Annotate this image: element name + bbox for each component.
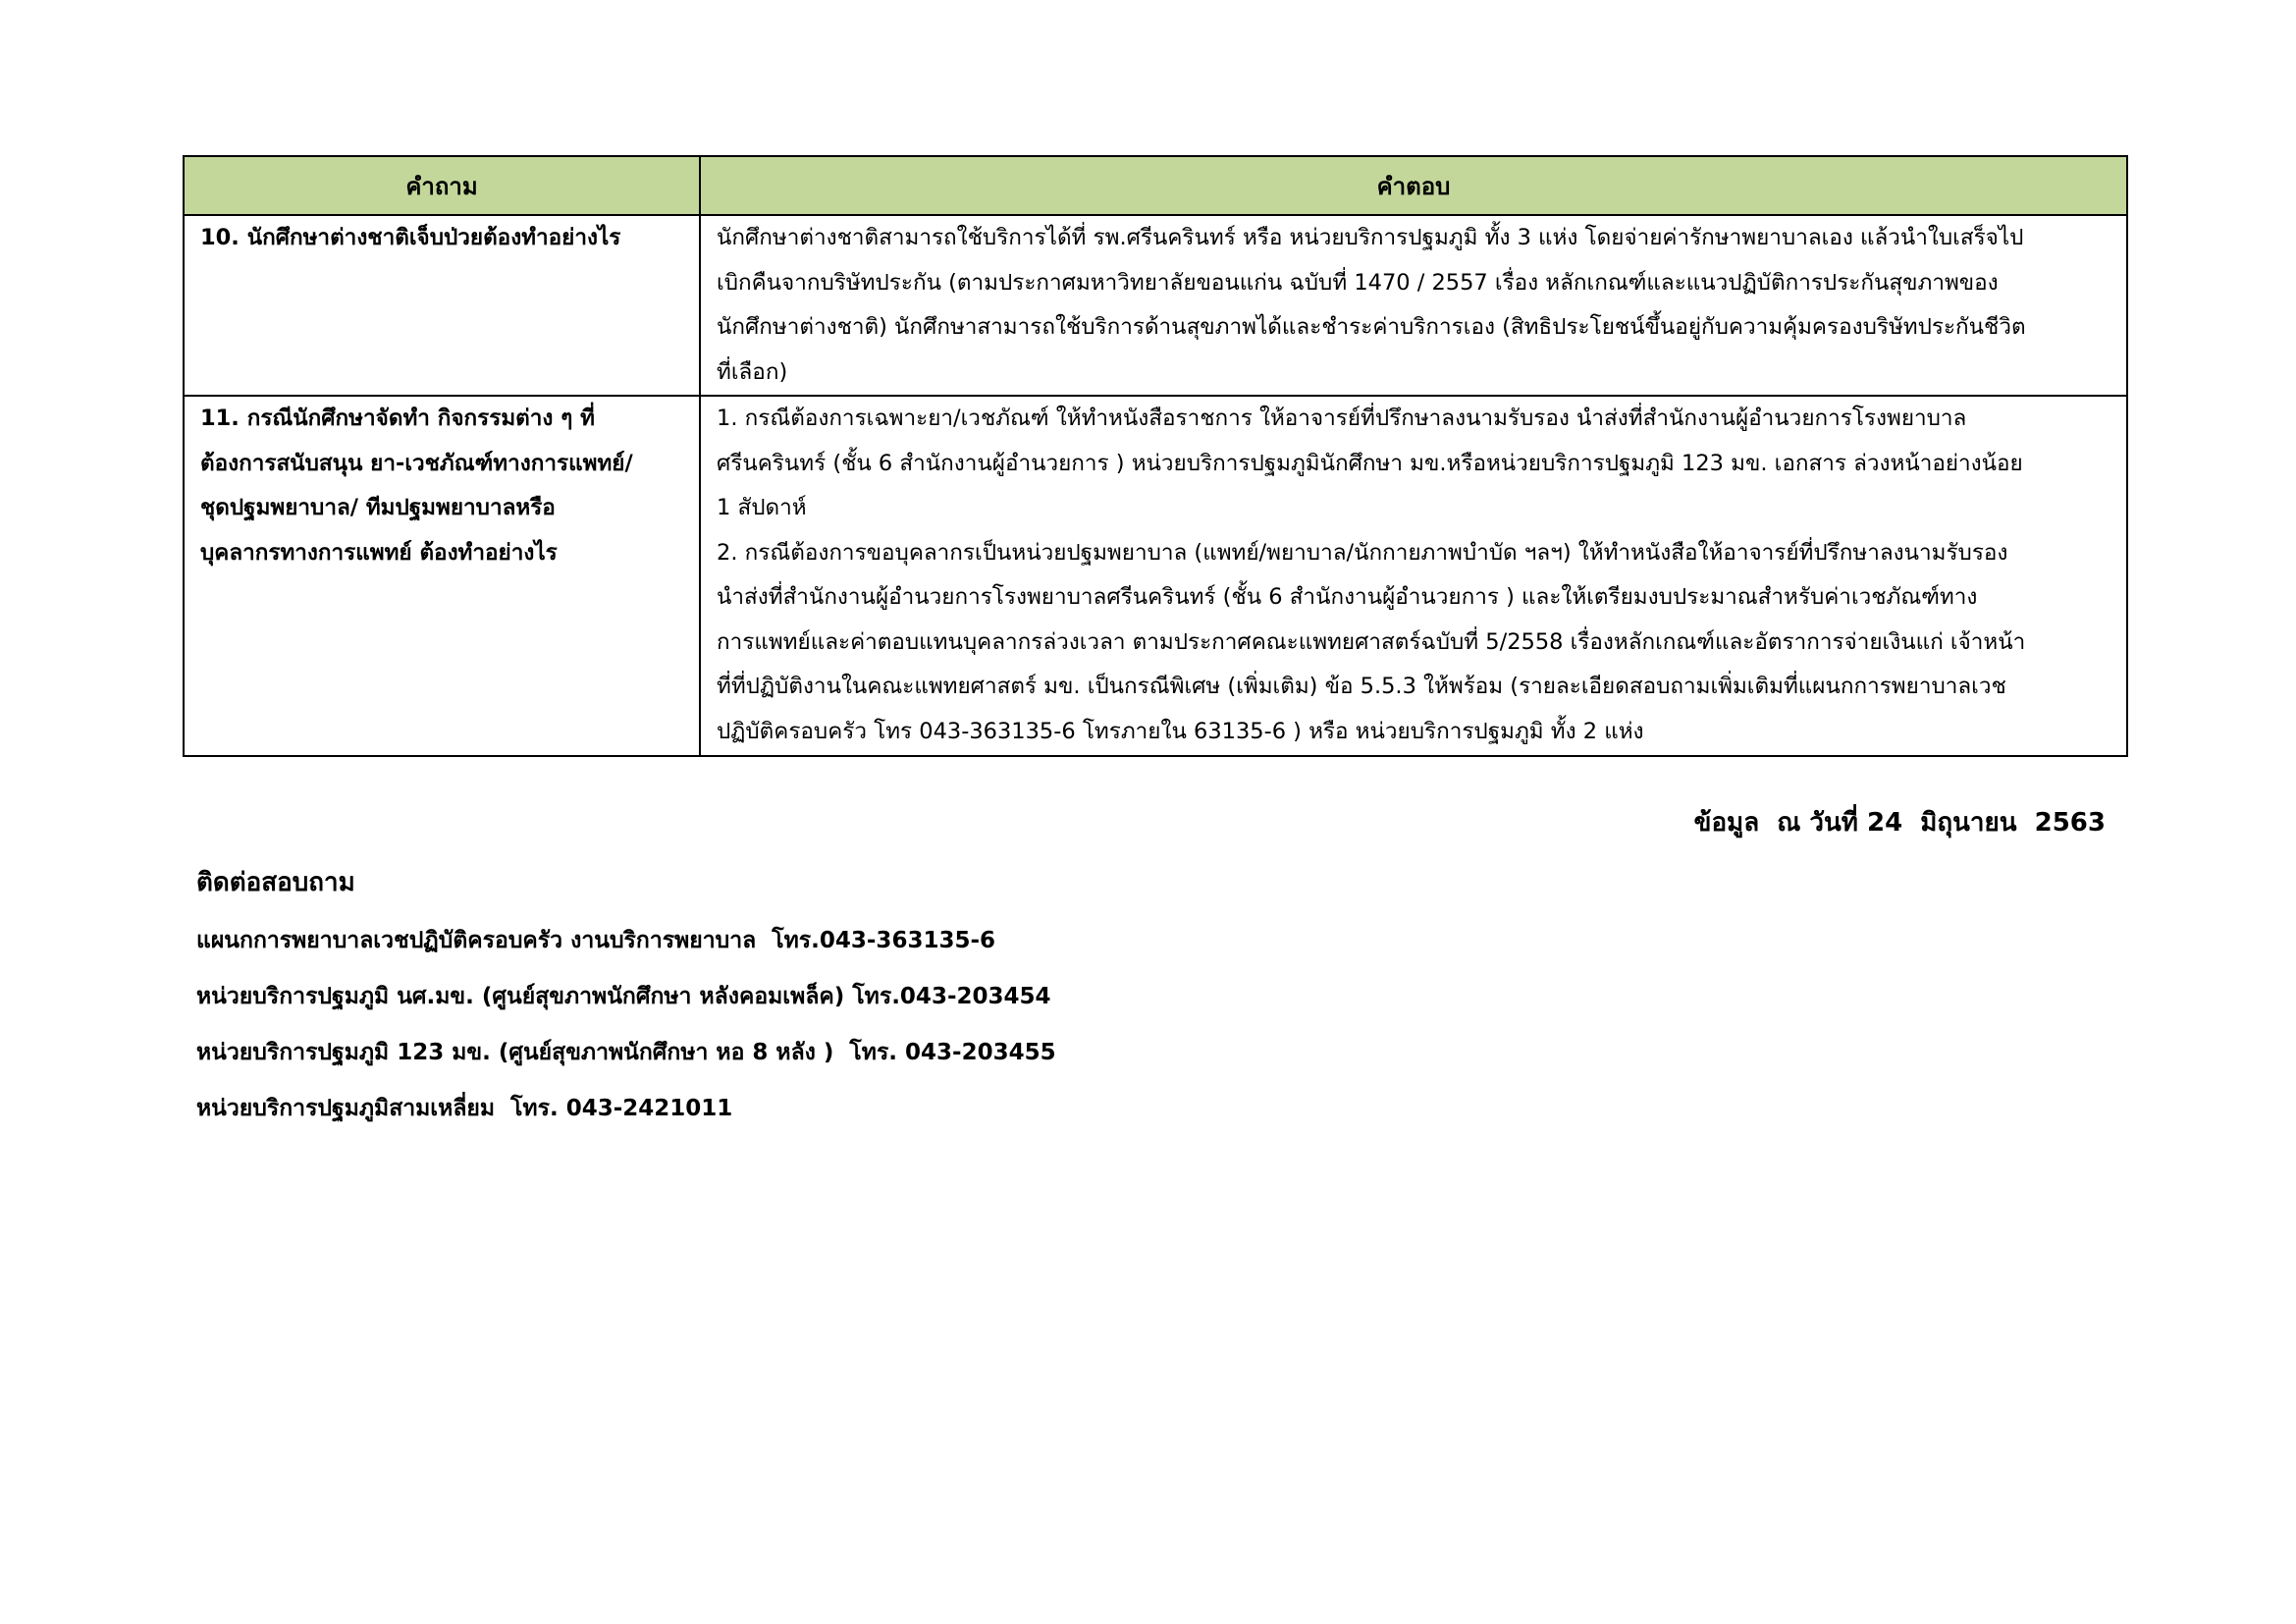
answer-line: 1 สัปดาห์ (717, 495, 807, 520)
answer-cell (700, 396, 2127, 756)
question-line: ชุดปฐมพยาบาล/ ทีมปฐมพยาบาลหรือ (200, 495, 556, 520)
answer-cell (700, 215, 2127, 396)
contact-title: ติดต่อสอบถาม (196, 868, 355, 897)
question-line: 10. นักศึกษาต่างชาติเจ็บป่วยต้องทำอย่างไร (200, 225, 621, 250)
header-question: คำถาม (184, 156, 700, 215)
answer-line: เบิกคืนจากบริษัทประกัน (ตามประกาศมหาวิทยาลัยขอนแก่น ฉบับที่ 1470 / 2557 เรื่อง หลักเกณฑ์และแนวปฏิบัติการประกันสุขภาพของ (717, 269, 1999, 296)
header-answer: คำตอบ (700, 156, 2127, 215)
data-as-of-date: ข้อมูล ณ วันที่ 24 มิถุนายน 2563 (1693, 808, 2106, 838)
contact-line: หน่วยบริการปฐมภูมิ นศ.มข. (ศูนย์สุขภาพนักศึกษา หลังคอมเพล็ค) โทร.043-203454 (196, 984, 1051, 1009)
answer-line: 1. กรณีต้องการเฉพาะยา/เวชภัณฑ์ ให้ทำหนังสือราชการ ให้อาจารย์ที่ปรึกษาลงนามรับรอง นำส่งที่สำนักงานผู้อำนวยการโรงพยาบาล (717, 406, 1967, 431)
question-line: บุคลากรทางการแพทย์ ต้องทำอย่างไร (200, 539, 558, 566)
table-row (184, 396, 2127, 756)
answer-line: ศรีนครินทร์ (ชั้น 6 สำนักงานผู้อำนวยการ ) หน่วยบริการปฐมภูมินักศึกษา มข.หรือหน่วยบริการปฐมภูมิ 123 มข. เอกสาร ล่วงหน้าอย่างน้อย (717, 450, 2023, 476)
contact-line: หน่วยบริการปฐมภูมิ 123 มข. (ศูนย์สุขภาพนักศึกษา หอ 8 หลัง ) โทร. 043-203455 (196, 1040, 1056, 1065)
answer-line: นักศึกษาต่างชาติสามารถใช้บริการได้ที่ รพ.ศรีนครินทร์ หรือ หน่วยบริการปฐมภูมิ ทั้ง 3 แห่ง โดยจ่ายค่ารักษาพยาบาลเอง แล้วนำใบเสร็จไป (717, 225, 2024, 250)
question-cell (184, 215, 700, 396)
answer-line: 2. กรณีต้องการขอบุคลากรเป็นหน่วยปฐมพยาบาล (แพทย์/พยาบาล/นักกายภาพบำบัด ฯลฯ) ให้ทำหนังสือให้อาจารย์ที่ปรึกษาลงนามรับรอง (717, 539, 2008, 566)
table-row (184, 215, 2127, 396)
answer-line: การแพทย์และค่าตอบแทนบุคลากรล่วงเวลา ตามประกาศคณะแพทยศาสตร์ฉบับที่ 5/2558 เรื่องหลักเกณฑ์และอัตราการจ่ายเงินแก่ เจ้าหน้า (717, 628, 2026, 655)
contact-line: แผนกการพยาบาลเวชปฏิบัติครอบครัว งานบริการพยาบาล โทร.043-363135-6 (196, 928, 996, 953)
contact-line: หน่วยบริการปฐมภูมิสามเหลี่ยม โทร. 043-2421011 (196, 1096, 733, 1121)
answer-line: นักศึกษาต่างชาติ) นักศึกษาสามารถใช้บริการด้านสุขภาพได้และชำระค่าบริการเอง (สิทธิประโยชน์ขึ้นอยู่กับความคุ้มครองบริษัทประกันชีวิต (717, 314, 2026, 340)
answer-line: ที่เลือก) (717, 358, 788, 385)
contact-section (196, 858, 1056, 1137)
answer-line: นำส่งที่สำนักงานผู้อำนวยการโรงพยาบาลศรีนครินทร์ (ชั้น 6 สำนักงานผู้อำนวยการ ) และให้เตรียมงบประมาณสำหรับค่าเวชภัณฑ์ทาง (717, 584, 1978, 610)
question-line: ต้องการสนับสนุน ยา-เวชภัณฑ์ทางการแพทย์/ (200, 450, 633, 476)
answer-line: ปฏิบัติครอบครัว โทร 043-363135-6 โทรภายใน 63135-6 ) หรือ หน่วยบริการปฐมภูมิ ทั้ง 2 แห่ง (717, 718, 1644, 744)
answer-line: ที่ที่ปฏิบัติงานในคณะแพทยศาสตร์ มข. เป็นกรณีพิเศษ (เพิ่มเติม) ข้อ 5.5.3 ให้พร้อม (รายละเอียดสอบถามเพิ่มเติมที่แผนกการพยาบาลเวช (717, 674, 2006, 699)
question-line: 11. กรณีนักศึกษาจัดทำ กิจกรรมต่าง ๆ ที่ (200, 406, 595, 431)
question-cell (184, 396, 700, 756)
table-header-row (184, 156, 2127, 215)
qa-table (183, 155, 2128, 757)
